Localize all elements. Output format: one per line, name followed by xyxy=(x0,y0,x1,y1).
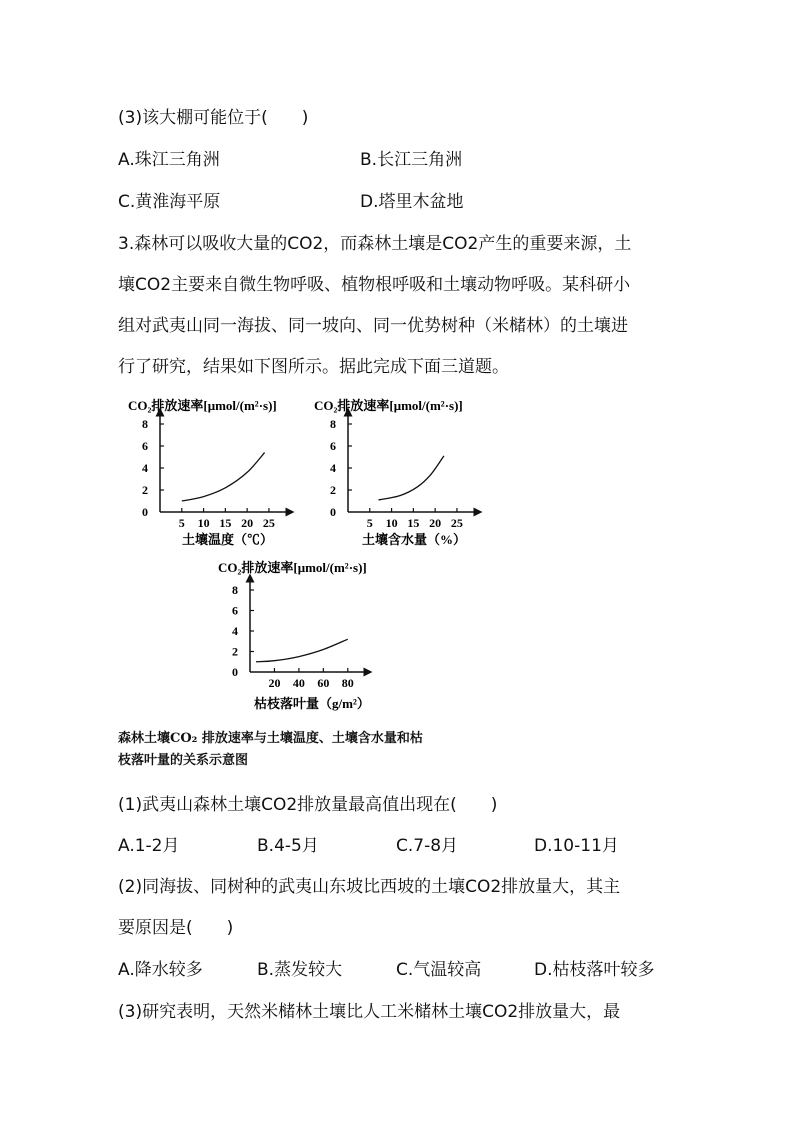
option-b: B.长江三角洲 xyxy=(360,150,463,170)
y-tick-label: 6 xyxy=(232,603,238,618)
x-axis-label: 土壤含水量（%） xyxy=(362,532,467,547)
x-tick-label: 20 xyxy=(241,516,254,530)
passage-line: 组对武夷山同一海拔、同一坡向、同一优势树种（米槠林）的土壤进 xyxy=(118,316,628,336)
chart-title: CO₂排放速率[μmol/(m²·s)] xyxy=(314,398,463,413)
option-a: A.降水较多 xyxy=(118,960,203,980)
caption-line: 森林土壤CO₂ 排放速率与土壤温度、土壤含水量和枯 xyxy=(118,731,423,746)
x-tick-label: 15 xyxy=(407,516,420,530)
y-tick-label: 8 xyxy=(142,417,148,431)
question-stem: 要原因是( ) xyxy=(118,918,234,938)
y-tick-label: 4 xyxy=(232,624,238,638)
option-a: A.1-2月 xyxy=(118,836,180,856)
x-tick-label: 25 xyxy=(450,516,463,530)
x-tick-label: 10 xyxy=(197,516,210,530)
x-tick-label: 5 xyxy=(178,516,185,530)
chart-litter-amount xyxy=(212,558,397,716)
y-tick-label: 6 xyxy=(330,439,336,453)
y-tick-label: 2 xyxy=(232,644,238,659)
option-c: C.7-8月 xyxy=(396,836,459,856)
option-d: D.10-11月 xyxy=(534,836,619,856)
x-tick-label: 20 xyxy=(268,676,281,690)
question-stem: (3)该大棚可能位于( ) xyxy=(118,108,309,128)
y-tick-label: 2 xyxy=(142,483,148,497)
passage-line: 壤CO2主要来自微生物呼吸、植物根呼吸和土壤动物呼吸。某科研小 xyxy=(118,275,631,295)
option-d: D.枯枝落叶较多 xyxy=(534,960,655,980)
data-curve xyxy=(182,453,265,501)
x-tick-label: 10 xyxy=(385,516,398,530)
y-tick-label: 0 xyxy=(232,665,238,679)
option-b: B.蒸发较大 xyxy=(257,960,343,980)
y-tick-label: 0 xyxy=(330,505,336,519)
option-b: B.4-5月 xyxy=(257,836,319,856)
x-axis-label: 土壤温度（℃） xyxy=(182,532,274,547)
option-d: D.塔里木盆地 xyxy=(360,192,464,212)
question-stem: (2)同海拔、同树种的武夷山东坡比西坡的土壤CO2排放量大，其主 xyxy=(118,877,621,897)
data-curve xyxy=(379,456,444,500)
chart-title: CO₂排放速率[μmol/(m²·s)] xyxy=(128,398,277,413)
y-tick-label: 4 xyxy=(330,461,336,475)
caption-line: 枝落叶量的关系示意图 xyxy=(118,753,249,768)
option-c: C.黄淮海平原 xyxy=(118,192,221,212)
x-axis-label: 枯枝落叶量（g/m²） xyxy=(254,696,370,711)
chart-soil-temperature xyxy=(122,396,307,548)
x-tick-label: 40 xyxy=(292,676,305,690)
x-tick-label: 20 xyxy=(429,516,442,530)
option-c: C.气温较高 xyxy=(396,960,482,980)
chart-soil-moisture xyxy=(310,396,495,548)
question-stem: (1)武夷山森林土壤CO2排放量最高值出现在( ) xyxy=(118,795,498,815)
y-tick-label: 8 xyxy=(330,417,336,431)
x-tick-label: 60 xyxy=(317,676,330,690)
option-a: A.珠江三角洲 xyxy=(118,150,220,170)
question-stem: (3)研究表明，天然米槠林土壤比人工米槠林土壤CO2排放量大，最 xyxy=(118,1002,621,1022)
y-tick-label: 4 xyxy=(142,461,148,475)
y-tick-label: 8 xyxy=(232,583,238,597)
y-tick-label: 2 xyxy=(330,483,336,497)
passage-line: 行了研究，结果如下图所示。据此完成下面三道题。 xyxy=(118,357,509,377)
passage-line: 3.森林可以吸收大量的CO2，而森林土壤是CO2产生的重要来源，土 xyxy=(118,234,632,254)
figure-caption xyxy=(118,728,490,772)
x-tick-label: 25 xyxy=(262,516,275,530)
y-tick-label: 6 xyxy=(142,439,148,453)
x-tick-label: 80 xyxy=(341,676,354,690)
chart-title: CO₂排放速率[μmol/(m²·s)] xyxy=(218,560,367,575)
x-tick-label: 15 xyxy=(219,516,232,530)
x-tick-label: 5 xyxy=(366,516,373,530)
data-curve xyxy=(256,639,348,662)
y-tick-label: 0 xyxy=(142,505,148,519)
